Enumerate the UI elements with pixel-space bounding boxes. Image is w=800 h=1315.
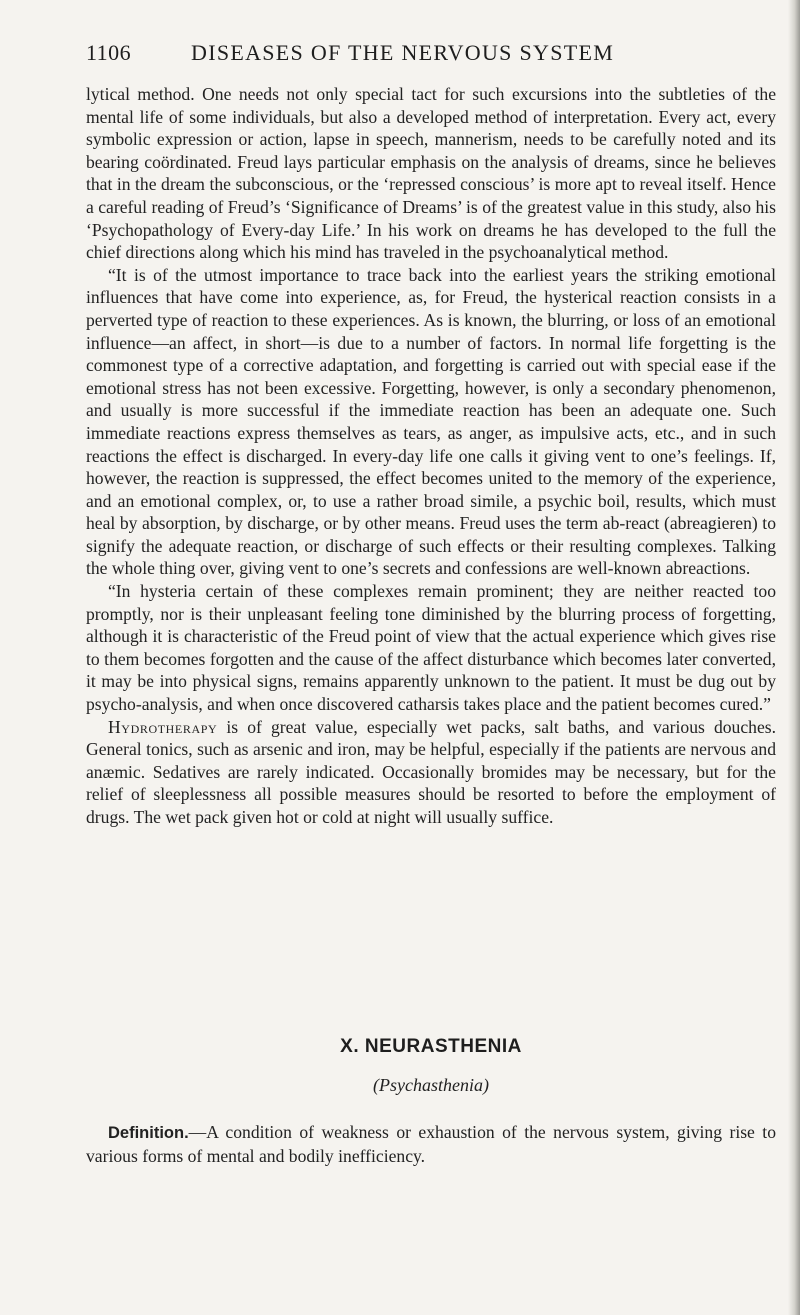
page-header (86, 40, 776, 72)
definition-label: Definition. (108, 1124, 189, 1142)
definition-paragraph (86, 1121, 776, 1167)
body-text (86, 83, 776, 829)
paragraph-3: “In hysteria certain of these complexes remain prominent; they are neither reacted too promptly, nor is their unpleasant feeling tone diminished by the blurring process of forgetting, although it is characteristic of the Freud point of view that the actual experience which gives rise to them becomes forgotten and the cause of the affect disturbance which becomes later converted, it may be into physical signs, remains apparently unknown to the patient. It must be dug out by psycho-analysis, and when once discovered catharsis takes place and the patient becomes cured.” (86, 581, 776, 715)
paragraph-2: “It is of the utmost importance to trace back into the earliest years the striking emotional influences that have come into experience, as, for Freud, the hysterical reaction consists in a perverted type of reaction to these experiences. As is known, the blurring, or loss of an emotional influence—an affect, in short—is due to a number of factors. In normal life forgetting is the commonest type of a corrective adaptation, and forgetting is carried out with special ease if the emotional stress has not been excessive. Forgetting, however, is only a secondary phenomenon, and usually is more successful if the immediate reaction has been an adequate one. Such immediate reactions express themselves as tears, as anger, as impulsive acts, etc., and in such reactions the effect is discharged. In every-day life one calls it giving vent to one’s feelings. If, however, the reaction is suppressed, the effect becomes united to the memory of the experience, and an emotional complex, or, to use a rather broad simile, a psychic boil, results, which must heal by absorption, by discharge, or by other means. Freud uses the term ab-react (abreagieren) to signify the adequate reaction, or discharge of such effects or their resulting complexes. Talking the whole thing over, giving vent to one’s secrets and confessions are well-known abreactions. (86, 264, 776, 579)
section-subheading: (Psychasthenia) (373, 1075, 489, 1095)
hydrotherapy-text: is of great value, especially wet packs, salt baths, and various douches. General tonics, such as arsenic and iron, may be helpful, especially if the patients are nervous and anæmic. Sedatives are rarely indicated. Occasionally bromides may be necessary, but for the relief of sleeplessness all possible measures should be resorted to before the employment of drugs. The wet pack given hot or cold at night will usually suffice. (86, 716, 776, 827)
paragraph-hydrotherapy (86, 716, 776, 829)
hydrotherapy-lead: Hydrotherapy (108, 716, 218, 737)
section-heading: X. NEURASTHENIA (340, 1036, 522, 1057)
page-edge-shadow (788, 0, 800, 1315)
paragraph-1: lytical method. One needs not only special tact for such excursions into the subtleties of the mental life of some individuals, but also a developed method of interpretation. Every act, every symbolic expression or action, lapse in speech, mannerism, needs to be carefully noted and its bearing coördinated. Freud lays particular emphasis on the analysis of dreams, since he believes that in the dream the subconscious, or the ‘repressed conscious’ is more apt to reveal itself. Hence a careful reading of Freud’s ‘Significance of Dreams’ is of the greatest value in this study, also his ‘Psychopathology of Every-day Life.’ In his work on dreams he has developed to the full the chief directions along which his mind has traveled in the psychoanalytical method. (86, 84, 776, 263)
definition-text: —A condition of weakness or exhaustion of the nervous system, giving rise to various forms of mental and bodily inefficiency. (86, 1122, 776, 1166)
running-title: DISEASES OF THE NERVOUS SYSTEM (191, 40, 615, 65)
page-number: 1106 (86, 40, 132, 65)
